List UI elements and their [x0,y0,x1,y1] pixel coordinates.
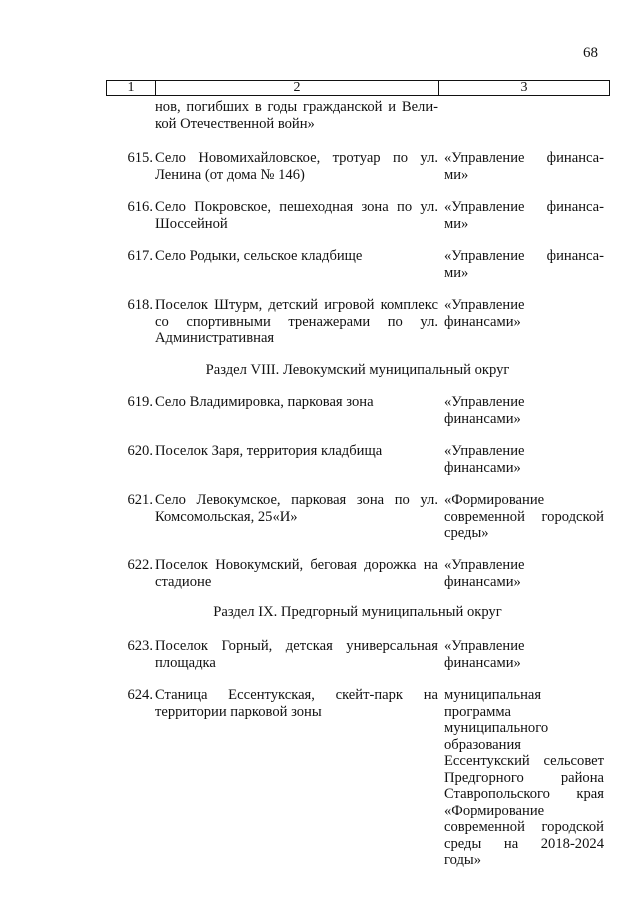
object-name: Поселок Новокумский, беговая дорожка на стадионе [155,557,438,590]
program-name: «Управление финанса-ми» [444,150,604,183]
header-col-2: 2 [156,81,439,96]
row-number: 616. [127,199,153,215]
row-number: 620. [127,443,153,459]
object-name: Станица Ессентукская, скейт-парк на территории парковой зоны [155,687,438,720]
row-number: 624. [127,687,153,703]
program-name: «Управление финансами» [444,297,525,330]
table-header [106,80,610,96]
continuation-text [155,99,438,132]
program-name: муниципальная программа муниципального образования Ессентукский сельсовет Предгорного района Ставропольского края «Формирование современной городской среды на 2018-2024 годы» [444,687,604,868]
program-name: «Управление финансами» [444,557,525,590]
continuation-line: нов, погибших в годы гражданской и Вели- [155,99,438,115]
page-number: 68 [583,45,598,61]
object-name: Село Родыки, сельское кладбище [155,248,363,264]
row-number: 623. [127,638,153,654]
row-number: 622. [127,557,153,573]
row-number: 621. [127,492,153,508]
object-name: Село Владимировка, парковая зона [155,394,374,410]
program-name: «Управление финанса-ми» [444,248,604,281]
section-heading: Раздел IX. Предгорный муниципальный округ [213,604,502,620]
row-number: 617. [127,248,153,264]
program-name: «Управление финансами» [444,638,525,671]
row-number: 618. [127,297,153,313]
object-name: Село Новомихайловское, тротуар по ул. Ленина (от дома № 146) [155,150,438,183]
program-name: «Управление финанса-ми» [444,199,604,232]
header-col-3: 3 [439,81,610,96]
row-number: 619. [127,394,153,410]
continuation-line: кой Отечественной войн» [155,115,315,132]
section-heading: Раздел VIII. Левокумский муниципальный округ [205,362,510,378]
object-name: Поселок Штурм, детский игровой комплекс со спортивными тренажерами по ул. Административная [155,297,438,346]
object-name: Село Покровское, пешеходная зона по ул. Шоссейной [155,199,438,232]
program-name: «Формирование современной городской среды» [444,492,604,541]
header-col-1: 1 [107,81,156,96]
object-name: Село Левокумское, парковая зона по ул. Комсомольская, 25«И» [155,492,438,525]
object-name: Поселок Заря, территория кладбища [155,443,383,459]
row-number: 615. [127,150,153,166]
program-name: «Управление финансами» [444,394,525,427]
object-name: Поселок Горный, детская универсальная площадка [155,638,438,671]
program-name: «Управление финансами» [444,443,525,476]
